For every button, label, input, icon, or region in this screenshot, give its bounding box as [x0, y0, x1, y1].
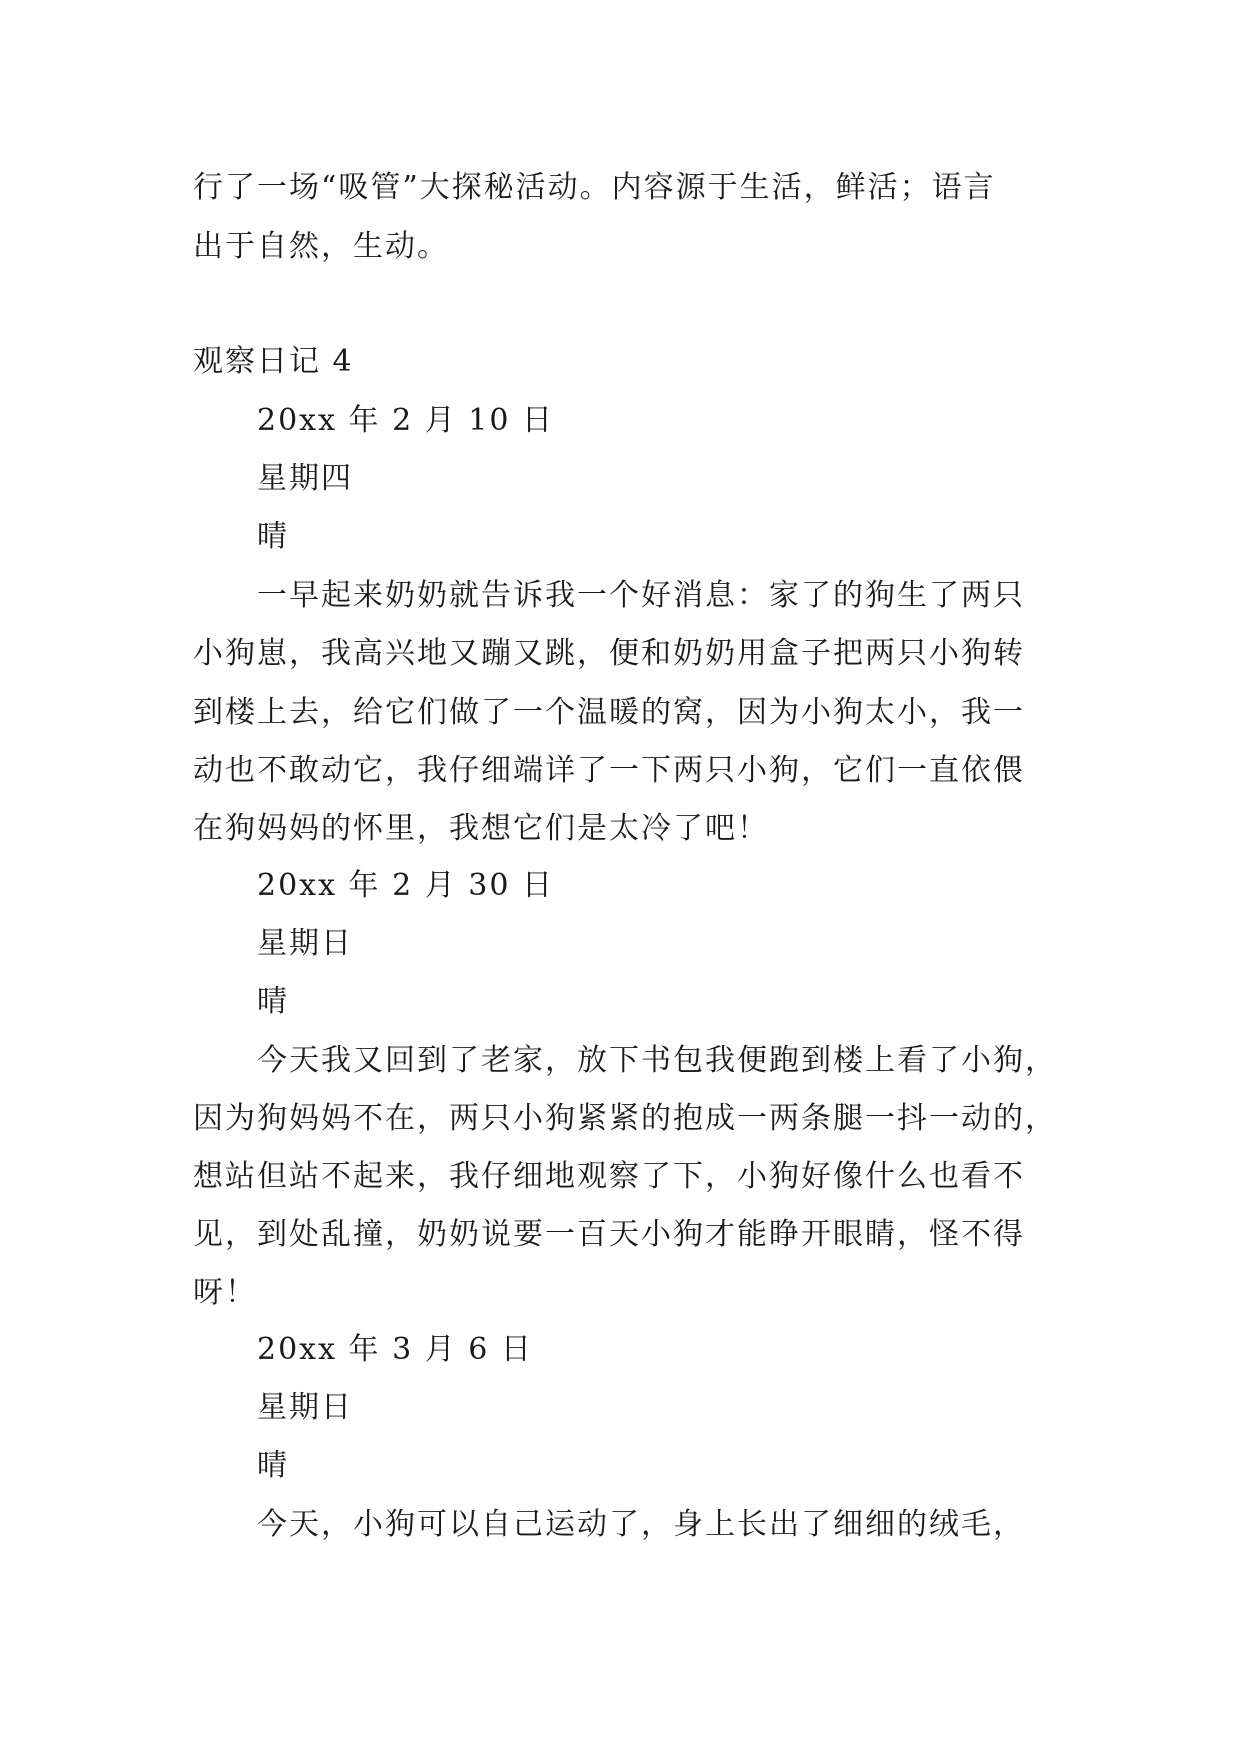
entry-weekday: 星期日 [257, 1390, 353, 1425]
entry-weather: 晴 [257, 1448, 289, 1483]
paragraph-line: 动也不敢动它，我仔细端详了一下两只小狗，它们一直依偎 [193, 753, 1025, 788]
entry-date: 20xx 年 2 月 30 日 [257, 868, 554, 903]
entry-date: 20xx 年 3 月 6 日 [257, 1332, 533, 1367]
paragraph-line: 小狗崽，我高兴地又蹦又跳，便和奶奶用盒子把两只小狗转 [193, 636, 1025, 671]
entry-date: 20xx 年 2 月 10 日 [257, 403, 554, 438]
text-line: 行了一场“吸管”大探秘活动。内容源于生活，鲜活；语言 [193, 170, 996, 205]
entry-weather: 晴 [257, 519, 289, 554]
paragraph-line: 想站但站不起来，我仔细地观察了下，小狗好像什么也看不 [193, 1159, 1025, 1194]
paragraph-line: 今天，小狗可以自己运动了，身上长出了细细的绒毛， [257, 1507, 1025, 1542]
paragraph-line: 一早起来奶奶就告诉我一个好消息：家了的狗生了两只 [257, 578, 1025, 613]
entry-weekday: 星期日 [257, 926, 353, 961]
text-line: 出于自然，生动。 [193, 229, 449, 264]
entry-weather: 晴 [257, 984, 289, 1019]
paragraph-line: 在狗妈妈的怀里，我想它们是太冷了吧！ [193, 811, 769, 846]
paragraph-line: 见，到处乱撞，奶奶说要一百天小狗才能睁开眼睛，怪不得 [193, 1217, 1025, 1252]
paragraph-line: 到楼上去，给它们做了一个温暖的窝，因为小狗太小，我一 [193, 695, 1025, 730]
entry-weekday: 星期四 [257, 461, 353, 496]
paragraph-line: 今天我又回到了老家，放下书包我便跑到楼上看了小狗， [257, 1043, 1057, 1078]
section-title: 观察日记 4 [193, 344, 354, 379]
paragraph-line: 因为狗妈妈不在，两只小狗紧紧的抱成一两条腿一抖一动的， [193, 1101, 1057, 1136]
paragraph-line: 呀！ [193, 1275, 257, 1310]
